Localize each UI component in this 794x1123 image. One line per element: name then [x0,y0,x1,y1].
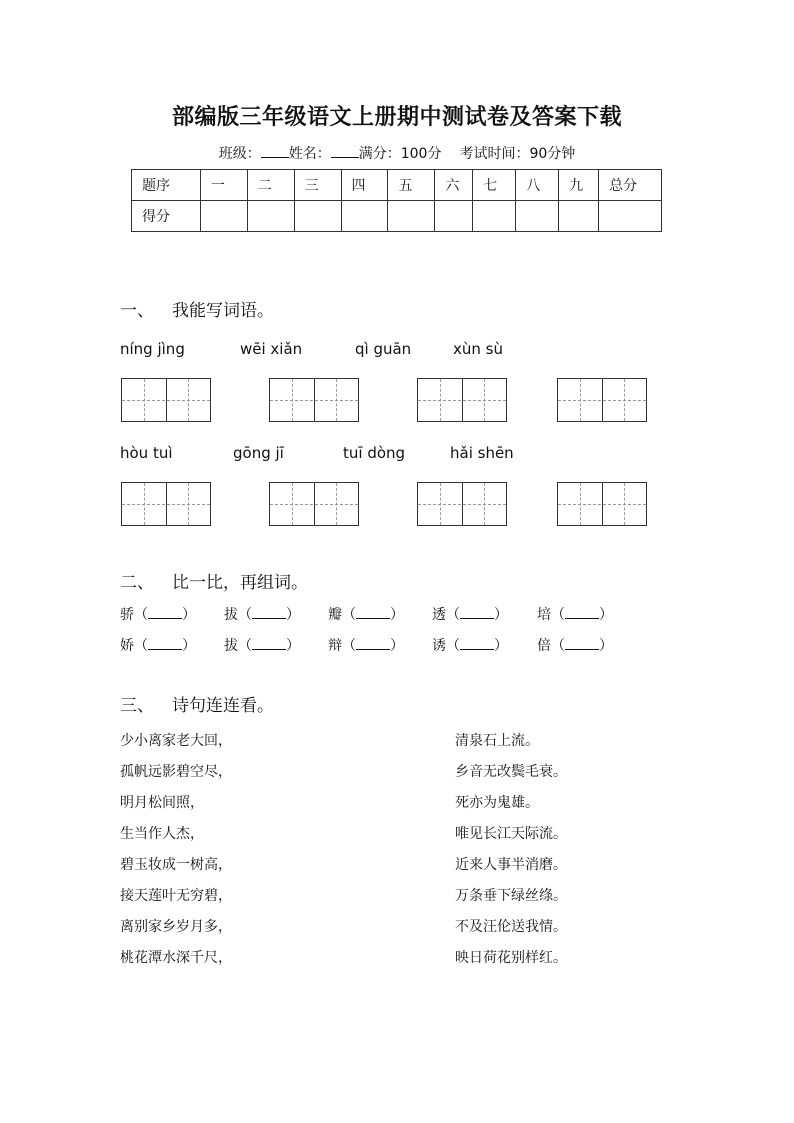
poem-line-right[interactable]: 乡音无改鬓毛衰。 [455,764,567,780]
pinyin-label: qì guān [355,340,412,358]
score-header-cell: 一 [200,170,247,201]
section-number: 三、 [120,696,154,716]
score-cell[interactable] [341,201,388,232]
compare-item: 瓣（ ） [328,607,404,623]
score-table-score-row [132,201,662,232]
pinyin-label: tuī dòng [343,444,406,462]
score-cell[interactable] [435,201,473,232]
score-header-cell: 四 [341,170,388,201]
writing-grid[interactable] [557,482,647,526]
answer-blank[interactable] [148,637,182,650]
score-cell[interactable] [294,201,341,232]
answer-blank[interactable] [252,606,286,619]
score-header-cell: 六 [435,170,473,201]
score-cell[interactable] [599,201,662,232]
score-row-label: 得分 [132,201,201,232]
score-cell[interactable] [559,201,599,232]
pinyin-label: gōng jī [233,444,284,462]
writing-grid[interactable] [269,378,359,422]
poem-line-left[interactable]: 少小离家老大回， [120,733,232,749]
section-number: 一、 [120,301,154,321]
poem-line-right[interactable]: 映日荷花别样红。 [455,950,567,966]
compare-item: 娇（ ） [120,638,196,654]
pinyin-label: hòu tuì [120,444,173,462]
score-cell[interactable] [516,201,559,232]
writing-grid[interactable] [557,378,647,422]
poem-line-left[interactable]: 离别家乡岁月多， [120,919,232,935]
compare-item: 骄（ ） [120,607,196,623]
section-title: 比一比，再组词。 [172,573,308,593]
pinyin-label: xùn sù [453,340,503,358]
writing-grid[interactable] [269,482,359,526]
answer-blank[interactable] [356,606,390,619]
pinyin-label: níng jìng [120,340,185,358]
section-2-heading [120,568,308,593]
answer-blank[interactable] [565,606,599,619]
compare-item: 拔（ ） [224,607,300,623]
score-header-cell: 九 [559,170,599,201]
score-header-cell: 总分 [599,170,662,201]
score-header-cell: 七 [473,170,516,201]
answer-blank[interactable] [460,637,494,650]
score-cell[interactable] [247,201,294,232]
name-label: 姓名： [288,146,331,162]
writing-grid[interactable] [121,482,211,526]
answer-blank[interactable] [252,637,286,650]
score-cell[interactable] [200,201,247,232]
poem-line-left[interactable]: 生当作人杰， [120,826,204,842]
compare-item: 培（ ） [537,607,613,623]
section-1-heading [120,296,274,321]
section-3-heading [120,691,274,716]
compare-item: 倍（ ） [537,638,613,654]
poem-line-left[interactable]: 孤帆远影碧空尽， [120,764,232,780]
score-header-cell: 二 [247,170,294,201]
score-cell[interactable] [473,201,516,232]
score-header-cell: 五 [388,170,435,201]
poem-line-left[interactable]: 桃花潭水深千尺， [120,950,232,966]
section-number: 二、 [120,573,154,593]
full-score-label: 满分：100分 [358,146,442,162]
writing-grid[interactable] [417,482,507,526]
poem-line-right[interactable]: 唯见长江天际流。 [455,826,567,842]
compare-item: 拔（ ） [224,638,300,654]
poem-line-left[interactable]: 碧玉妆成一树高， [120,857,232,873]
exam-info [0,143,794,163]
answer-blank[interactable] [356,637,390,650]
class-blank[interactable] [261,143,289,158]
poem-line-right[interactable]: 不及汪伦送我情。 [455,919,567,935]
poem-line-right[interactable]: 清泉石上流。 [455,733,539,749]
poem-line-left[interactable]: 明月松间照， [120,795,204,811]
class-label: 班级： [218,146,261,162]
poem-line-right[interactable]: 近来人事半消磨。 [455,857,567,873]
section-title: 诗句连连看。 [172,696,274,716]
writing-grid[interactable] [121,378,211,422]
exam-time-label: 考试时间：90分钟 [459,146,576,162]
pinyin-label: wēi xiǎn [240,340,303,358]
score-header-cell: 八 [516,170,559,201]
compare-item: 诱（ ） [432,638,508,654]
poem-line-left[interactable]: 接天莲叶无穷碧， [120,888,232,904]
page-title: 部编版三年级语文上册期中测试卷及答案下载 [171,104,622,130]
compare-item: 透（ ） [432,607,508,623]
answer-blank[interactable] [148,606,182,619]
poem-line-right[interactable]: 万条垂下绿丝绦。 [455,888,567,904]
section-title: 我能写词语。 [172,301,274,321]
compare-item: 辩（ ） [328,638,404,654]
pinyin-label: hǎi shēn [450,444,514,462]
name-blank[interactable] [331,143,359,158]
score-cell[interactable] [388,201,435,232]
score-table-header-row [132,170,662,201]
answer-blank[interactable] [460,606,494,619]
writing-grid[interactable] [417,378,507,422]
score-header-cell: 题序 [132,170,201,201]
score-table [131,169,662,232]
poem-line-right[interactable]: 死亦为鬼雄。 [455,795,539,811]
answer-blank[interactable] [565,637,599,650]
score-header-cell: 三 [294,170,341,201]
